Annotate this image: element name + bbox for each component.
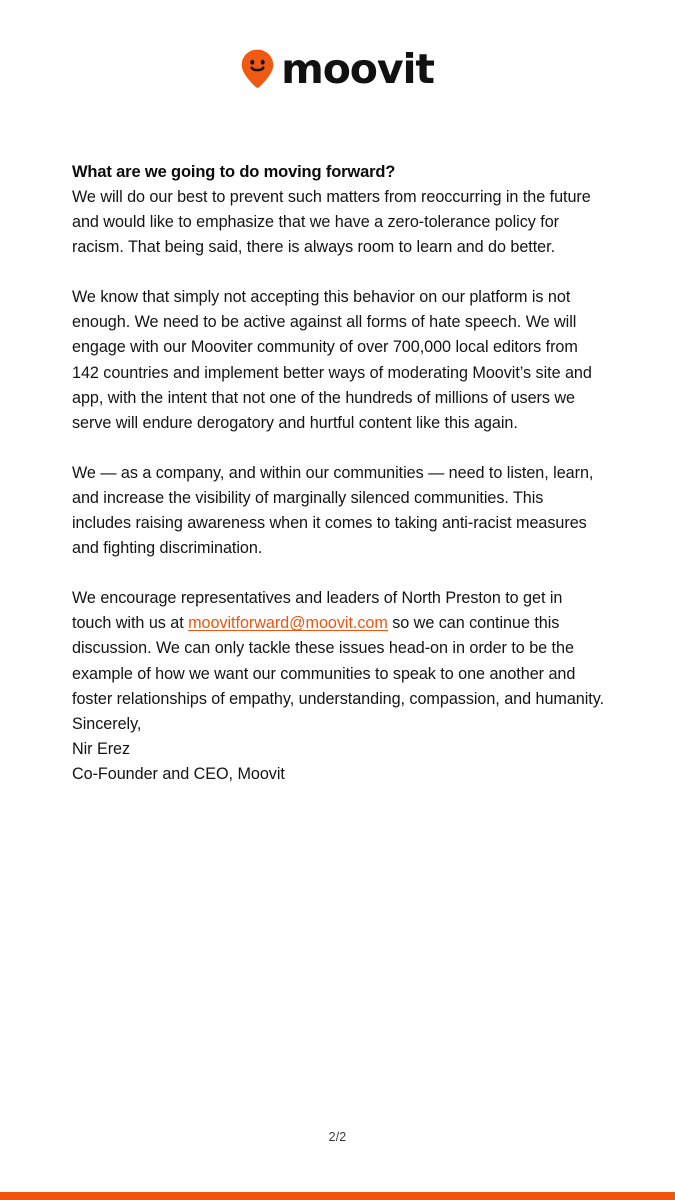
paragraph-4: [72, 586, 606, 711]
paragraph-4-text-after: so we can continue this discussion. We can only tackle these issues head-on in order to be the example of how we want our communities to speak to one another and foster relationships of empathy, understanding, compassion, and humanity.: [72, 614, 605, 708]
bottom-accent-bar: [0, 1192, 675, 1200]
letter-body: [72, 160, 606, 787]
paragraph-1: We will do our best to prevent such matters from reoccurring in the future and would like to emphasize that we have a zero-tolerance policy for racism. That being said, there is always room to learn and do better.: [72, 188, 591, 257]
page-number: 2/2: [328, 1130, 347, 1144]
paragraph-4-text-before: We encourage representatives and leaders of North Preston to get in touch with us at: [72, 589, 563, 633]
signer-title: Co-Founder and CEO, Moovit: [72, 764, 285, 783]
signer-name: Nir Erez: [72, 739, 131, 758]
contact-email-link[interactable]: moovitforward@moovit.com: [188, 614, 388, 633]
moovit-logo: [241, 44, 434, 93]
brand-header: [0, 38, 675, 98]
closing-salutation: Sincerely,: [72, 714, 142, 733]
paragraph-3: We — as a company, and within our communities — need to listen, learn, and increase the visibility of marginally silenced communities. This includes raising awareness when it comes to taking anti-racist measures and fighting discrimination.: [72, 463, 594, 558]
paragraph-2: We know that simply not accepting this behavior on our platform is not enough. We need to be active against all forms of hate speech. We will engage with our Mooviter community of over 700,000 local editors from 142 countries and implement better ways of moderating Moovit’s site and app, with the intent that not one of the hundreds of millions of users we serve will endure derogatory and hurtful content like this again.: [72, 288, 592, 432]
moovit-wordmark: moovit: [281, 44, 434, 93]
map-pin-smiley-icon: [241, 49, 274, 88]
section-heading: What are we going to do moving forward?: [72, 163, 396, 181]
